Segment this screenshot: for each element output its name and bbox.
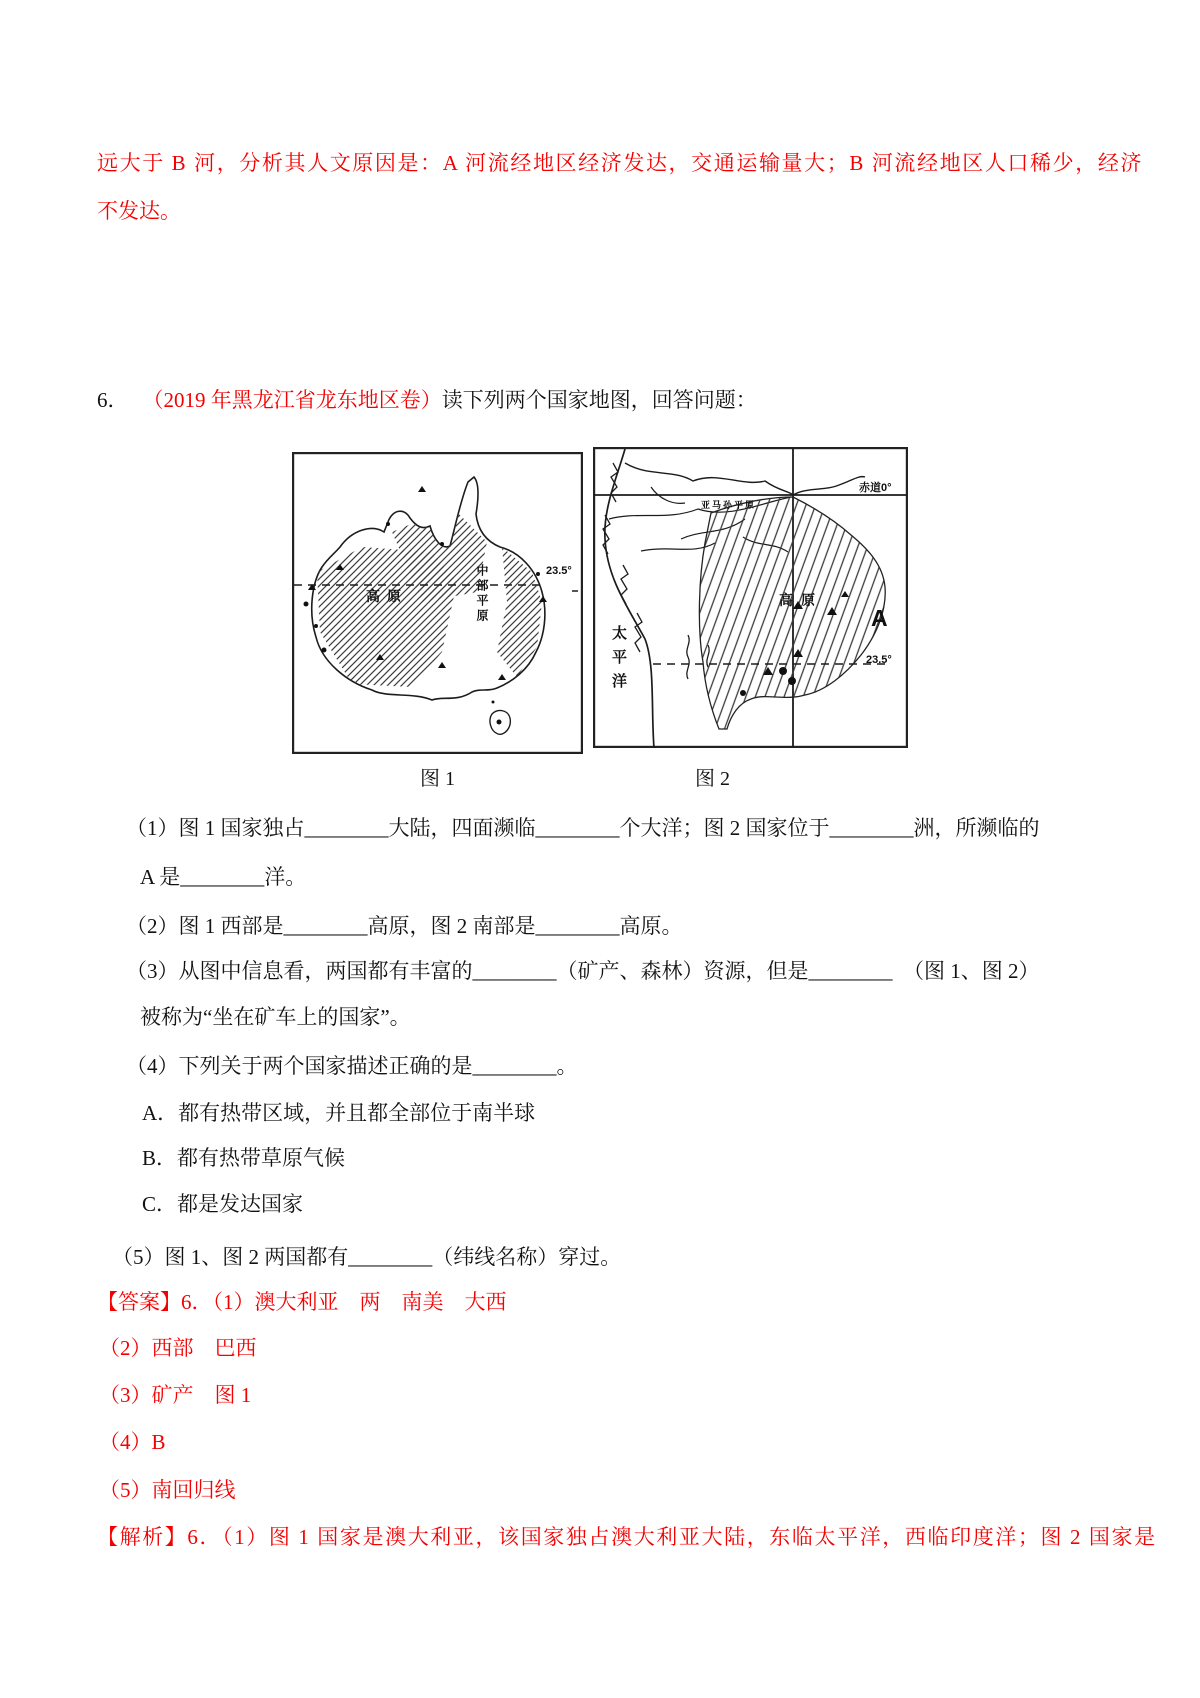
fig2-pacific-label: 太平洋 [610,625,627,697]
subquestion-5: （5）图 1、图 2 两国都有________（纬线名称）穿过。 [112,1245,622,1269]
subquestion-3-line-2: 被称为“坐在矿车上的国家”。 [140,1005,411,1029]
question-number: 6． [97,388,129,412]
question-stem: 读下列两个国家地图，回答问题： [441,388,757,412]
answer-1-content: 6．（1）澳大利亚 两 南美 大西 [181,1290,507,1314]
answer-label: 【答案】 [97,1290,181,1314]
figure-1-caption: 图 1 [420,768,455,790]
analysis-line-1 [97,1522,1157,1552]
figure-2-caption: 图 2 [695,768,730,790]
question-6-heading [97,385,757,415]
answer-line-2: （2）西部 巴西 [99,1336,257,1360]
fig2-amazon-plain-label: 亚马孙平原 [701,500,757,510]
answer-line-3: （3）矿产 图 1 [99,1383,252,1407]
australia-hatched-regions [317,507,542,687]
fig2-equator-label: 赤道0° [859,482,892,494]
brazil-highlands [699,497,885,729]
subquestion-1-line-1: （1）图 1 国家独占________大陆，四面濒临________个大洋；图 2 国家位于________洲，所濒临的 [126,816,1040,840]
subquestion-3-line-1: （3）从图中信息看，两国都有丰富的________（矿产、森林）资源，但是________ （图 1、图 2） [126,959,1040,983]
australia-map-drawing [292,452,583,754]
subquestion-1-line-2: A 是________洋。 [140,865,307,889]
answer-line-5: （5）南回归线 [99,1478,236,1502]
answer-line-4: （4）B [99,1430,166,1454]
subquestion-4-option-b: B．都有热带草原气候 [142,1146,346,1170]
tasmania-dot [497,720,502,725]
fig1-central-plain-label: 中部平原 [475,564,489,624]
subquestion-4: （4）下列关于两个国家描述正确的是________。 [126,1054,578,1078]
fig2-plateau-label: 高原 [779,592,823,608]
intro-line-1: 远大于 B 河，分析其人文原因是：A 河流经地区经济发达，交通运输量大；B 河流经地区人口稀少，经济 [97,151,1144,175]
subquestion-2: （2）图 1 西部是________高原，图 2 南部是________高原。 [126,914,683,938]
fig1-tropic-label: 23.5° [546,565,572,577]
fig2-letter-a-label: A [871,605,888,631]
subquestion-4-option-a: A．都有热带区域，并且都全部位于南半球 [142,1101,536,1125]
intro-line-2: 不发达。 [97,199,181,223]
coast-dot [492,701,495,704]
fig2-tropic-label: 23.5° [866,654,892,666]
fig1-plateau-label: 高原 [366,588,408,604]
north-coastline [625,463,865,495]
figure-2-brazil-map [593,447,908,748]
analysis-1-content: 6．（1）图 1 国家是澳大利亚，该国家独占澳大利亚大陆，东临太平洋，西临印度洋；图 2 国家是 [187,1525,1157,1549]
figure-1-australia-map [292,452,583,754]
answer-line-1 [97,1287,507,1317]
subquestion-4-option-c: C．都是发达国家 [142,1192,304,1216]
analysis-label: 【解析】 [97,1525,188,1549]
question-source: （2019 年黑龙江省龙东地区卷） [142,388,442,412]
